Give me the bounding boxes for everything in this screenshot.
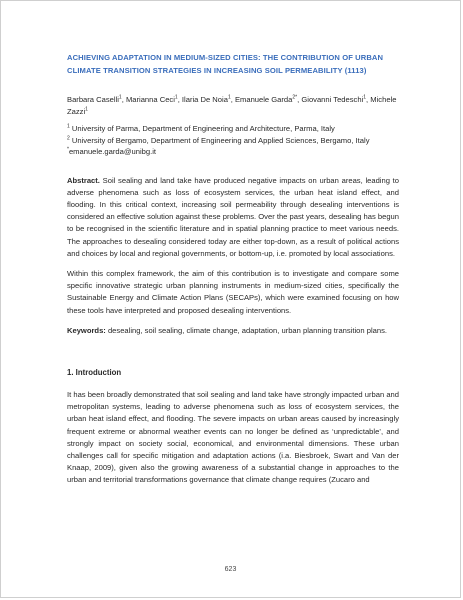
section-heading: 1. Introduction (67, 367, 122, 377)
author-list (67, 94, 399, 117)
body-paragraph: Within this complex framework, the aim of this contribution is to investigate and compare some specific innovative strategic urban planning instruments in medium-sized cities, specifically the Sustainable Energy and Climate Action Plans (SECAPs), which were examined focusing on how these tools have interpreted and proposed desealing interventions. (67, 268, 399, 315)
author: Ilaria De Noia$^1$, (181, 94, 235, 104)
author: Michele Zazzi$^1$ (67, 95, 397, 116)
page-content (67, 51, 399, 487)
author: Emanuele Garda$^{2*}$, (234, 94, 302, 104)
abstract (67, 175, 399, 260)
paper-title: ACHIEVING ADAPTATION IN MEDIUM-SIZED CITIES: THE CONTRIBUTION OF URBAN CLIMATE TRANSITION STRATEGIES IN INCREASING SOIL PERMEABILITY (1113) (67, 53, 384, 75)
affiliation: $^2$ University of Bergamo, Department of Engineering and Applied Sciences, Bergamo, Italy (67, 134, 370, 145)
introduction-text: It has been broadly demonstrated that soil sealing and land take have strongly impacted urban and metropolitan systems, leading to adverse phenomena such as loss of ecosystem services, the urban heat island effect, and flooding. The severe impacts on urban areas caused by increasingly frequent extreme or abnormal weather events can no longer be defined as ‘unpredictable’, and strongly impact on society social, economical, and environmental dimensions. These urban challenges call for specific mitigation and adaptation actions (i.a. Biesbroek, Swart and Van der Knaap, 2009), given also the growing awareness of a substantial change in approaches to the urban and territorial transformations governance that climate change requires (Zucaro and (67, 389, 399, 485)
affiliation: $^1$ University of Parma, Department of Engineering and Architecture, Parma, Italy (67, 123, 335, 133)
author: Giovanni Tedeschi$^1$, (301, 94, 371, 104)
corresponding-email: *emanuele.garda@unibg.it (67, 146, 157, 156)
author: Marianna Ceci$^1$, (125, 94, 182, 104)
keywords-label: Keywords: (67, 325, 106, 335)
keywords-text: desealing, soil sealing, climate change, adaptation, urban planning transition plans. (107, 325, 387, 335)
page-number: 623 (224, 566, 237, 573)
keywords (67, 325, 399, 337)
abstract-label: Abstract. (67, 175, 100, 185)
author: Barbara Caselli$^1$, (67, 94, 126, 104)
abstract-text: Soil sealing and land take have produced negative impacts on urban areas, leading to adverse phenomena such as loss of ecosystem services, the urban heat island effect, and flooding. In this critical context, increasing soil permeability through desealing interventions is considered an effective solution against these problems. Over the past years, desealing has begun to be recognised in the scientific literature and in spatial planning practice to meet various needs. The approaches to desealing considered today are either top-down, as a result of political actions and choices by local and regional governments, or bottom-up, i.e. promoted by local associations. (67, 175, 399, 258)
